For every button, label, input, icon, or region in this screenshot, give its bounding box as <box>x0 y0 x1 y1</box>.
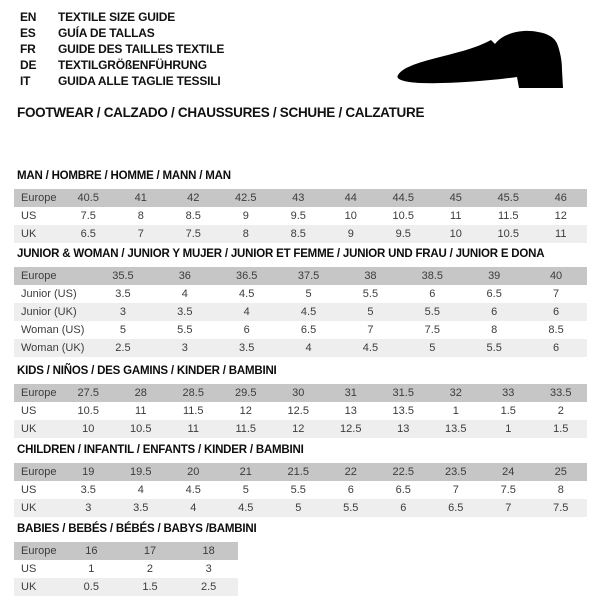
size-cell: 4 <box>181 288 188 300</box>
size-cell: 8.5 <box>185 210 201 222</box>
size-cell: 6 <box>553 342 560 354</box>
row-label: UK <box>21 228 37 240</box>
size-cell: 12.5 <box>287 405 309 417</box>
language-row-fr <box>20 41 224 57</box>
table-row <box>14 207 587 225</box>
language-code: DE <box>20 58 37 72</box>
size-cell: 41 <box>134 192 147 204</box>
table-row <box>14 481 587 499</box>
size-cell: 19 <box>82 466 95 478</box>
size-cell: 5 <box>119 324 126 336</box>
size-cell: 33.5 <box>550 387 572 399</box>
row-label: Europe <box>21 270 57 282</box>
size-cell: 6.5 <box>486 288 502 300</box>
size-cell: 33 <box>502 387 515 399</box>
language-code: IT <box>20 74 31 88</box>
table-row <box>14 339 587 357</box>
size-cell: 7 <box>452 484 459 496</box>
size-cell: 2.5 <box>201 581 217 593</box>
size-cell: 46 <box>554 192 567 204</box>
size-cell: 7.5 <box>185 228 201 240</box>
size-cell: 1.5 <box>553 423 569 435</box>
size-cell: 3.5 <box>177 306 193 318</box>
size-cell: 12 <box>239 405 252 417</box>
language-row-en <box>20 9 224 25</box>
size-cell: 8 <box>137 210 144 222</box>
size-cell: 6.5 <box>448 502 464 514</box>
table-row <box>14 321 587 339</box>
size-cell: 40.5 <box>77 192 99 204</box>
size-cell: 4 <box>305 342 312 354</box>
section-title: JUNIOR & WOMAN / JUNIOR Y MUJER / JUNIOR ET FEMME / JUNIOR UND FRAU / JUNIOR E DONA <box>17 248 545 260</box>
size-cell: 10 <box>82 423 95 435</box>
size-cell: 3.5 <box>80 484 96 496</box>
size-table-kids <box>14 384 587 438</box>
size-cell: 38 <box>364 270 377 282</box>
size-cell: 16 <box>85 545 98 557</box>
size-cell: 4.5 <box>239 288 255 300</box>
size-cell: 6 <box>553 306 560 318</box>
size-cell: 7 <box>505 502 512 514</box>
size-cell: 24 <box>502 466 515 478</box>
size-cell: 22 <box>344 466 357 478</box>
size-cell: 5 <box>305 288 312 300</box>
section-junior-woman <box>14 248 587 357</box>
size-cell: 13.5 <box>392 405 414 417</box>
row-label: US <box>21 484 37 496</box>
section-title: BABIES / BEBÉS / BÉBÉS / BABYS /BAMBINI <box>17 523 257 535</box>
size-cell: 37.5 <box>297 270 320 282</box>
row-label: UK <box>21 502 37 514</box>
size-cell: 2 <box>557 405 564 417</box>
size-cell: 1.5 <box>500 405 516 417</box>
language-row-de <box>20 57 224 73</box>
size-cell: 4.5 <box>238 502 254 514</box>
size-cell: 7 <box>367 324 374 336</box>
size-cell: 1 <box>88 563 95 575</box>
table-row <box>14 384 587 402</box>
size-cell: 5.5 <box>177 324 193 336</box>
size-cell: 4 <box>243 306 250 318</box>
size-cell: 6 <box>429 288 436 300</box>
size-cell: 3.5 <box>239 342 255 354</box>
size-cell: 39 <box>488 270 501 282</box>
size-cell: 3 <box>85 502 92 514</box>
section-title: MAN / HOMBRE / HOMME / MANN / MAN <box>17 170 231 182</box>
size-cell: 10.5 <box>392 210 414 222</box>
size-cell: 44.5 <box>392 192 414 204</box>
size-cell: 4 <box>190 502 197 514</box>
size-cell: 3.5 <box>115 288 131 300</box>
size-cell: 9.5 <box>395 228 411 240</box>
size-cell: 12.5 <box>340 423 362 435</box>
size-cell: 18 <box>202 545 215 557</box>
size-cell: 11 <box>135 405 147 417</box>
size-cell: 45.5 <box>497 192 519 204</box>
size-cell: 30 <box>292 387 305 399</box>
size-cell: 4.5 <box>362 342 379 354</box>
size-cell: 7.5 <box>553 502 569 514</box>
size-cell: 43 <box>292 192 305 204</box>
size-cell: 1.5 <box>142 581 158 593</box>
section-title: CHILDREN / INFANTIL / ENFANTS / KINDER / BAMBINI <box>17 444 304 456</box>
size-cell: 8.5 <box>548 324 564 336</box>
size-cell: 40 <box>549 270 563 282</box>
row-label: Woman (US) <box>21 324 85 336</box>
size-cell: 8.5 <box>290 228 306 240</box>
language-row-es <box>20 25 224 41</box>
row-label: Europe <box>21 466 57 478</box>
size-cell: 11.5 <box>497 210 519 222</box>
size-cell: 7 <box>137 228 144 240</box>
size-cell: 3 <box>205 563 212 575</box>
size-cell: 10.5 <box>497 228 519 240</box>
size-cell: 2.5 <box>115 342 131 354</box>
size-cell: 6 <box>243 324 250 336</box>
size-cell: 21 <box>239 466 252 478</box>
row-label: Woman (UK) <box>21 342 85 354</box>
size-cell: 12 <box>292 423 305 435</box>
size-cell: 6.5 <box>395 484 411 496</box>
size-cell: 1 <box>505 423 512 435</box>
size-cell: 5.5 <box>424 306 440 318</box>
size-cell: 4 <box>137 484 144 496</box>
table-row <box>14 542 238 560</box>
size-cell: 36.5 <box>235 270 258 282</box>
table-row <box>14 578 238 596</box>
row-label: Junior (UK) <box>21 306 77 318</box>
row-label: Junior (US) <box>21 288 77 300</box>
table-row <box>14 499 587 517</box>
size-cell: 12 <box>554 210 567 222</box>
size-cell: 11 <box>555 228 567 240</box>
size-cell: 10.5 <box>77 405 99 417</box>
size-cell: 5 <box>295 502 302 514</box>
row-label: Europe <box>21 545 57 557</box>
size-cell: 13.5 <box>445 423 467 435</box>
size-cell: 36 <box>178 270 191 282</box>
size-cell: 27.5 <box>77 387 99 399</box>
size-cell: 31.5 <box>392 387 414 399</box>
section-kids <box>14 365 587 438</box>
size-cell: 8 <box>242 228 249 240</box>
size-cell: 0.5 <box>83 581 99 593</box>
size-cell: 38.5 <box>421 270 444 282</box>
language-title: TEXTILGRÖßENFÜHRUNG <box>58 58 207 72</box>
section-babies <box>14 523 257 596</box>
size-cell: 7.5 <box>424 324 440 336</box>
size-cell: 32 <box>449 387 462 399</box>
row-label: US <box>21 210 37 222</box>
size-cell: 5.5 <box>362 288 379 300</box>
table-row <box>14 303 587 321</box>
category-heading: FOOTWEAR / CALZADO / CHAUSSURES / SCHUHE / CALZATURE <box>17 105 425 120</box>
size-cell: 28.5 <box>182 387 204 399</box>
size-cell: 5.5 <box>343 502 359 514</box>
section-children <box>14 444 587 517</box>
dress-shoe-icon <box>392 28 574 94</box>
size-cell: 9 <box>347 228 354 240</box>
size-cell: 35.5 <box>112 270 134 282</box>
row-label: US <box>21 405 37 417</box>
table-row <box>14 189 587 207</box>
language-title: GUIDA ALLE TAGLIE TESSILI <box>58 74 221 88</box>
size-cell: 17 <box>143 545 157 557</box>
size-cell: 19.5 <box>130 466 152 478</box>
size-cell: 3 <box>119 306 126 318</box>
section-man <box>14 170 587 243</box>
size-cell: 7 <box>553 288 560 300</box>
size-cell: 42 <box>187 192 200 204</box>
size-cell: 9 <box>242 210 249 222</box>
table-row <box>14 420 587 438</box>
size-cell: 7.5 <box>80 210 96 222</box>
table-row <box>14 267 587 285</box>
size-cell: 21.5 <box>287 466 309 478</box>
size-cell: 3.5 <box>133 502 149 514</box>
language-code: FR <box>20 42 36 56</box>
size-cell: 20 <box>187 466 200 478</box>
row-label: Europe <box>21 192 57 204</box>
size-cell: 29.5 <box>235 387 257 399</box>
size-cell: 13 <box>344 405 357 417</box>
size-cell: 6 <box>491 306 498 318</box>
size-cell: 4.5 <box>300 306 317 318</box>
size-cell: 6.5 <box>80 228 96 240</box>
size-cell: 9.5 <box>290 210 306 222</box>
size-cell: 5 <box>367 306 374 318</box>
language-list <box>20 9 224 89</box>
size-cell: 13 <box>397 423 410 435</box>
size-cell: 22.5 <box>392 466 414 478</box>
row-label: UK <box>21 581 37 593</box>
size-cell: 10.5 <box>130 423 152 435</box>
row-label: Europe <box>21 387 57 399</box>
table-row <box>14 285 587 303</box>
size-cell: 7.5 <box>500 484 516 496</box>
size-table-junior-woman <box>14 267 587 357</box>
size-table-babies <box>14 542 238 596</box>
row-label: US <box>21 563 37 575</box>
table-row <box>14 225 587 243</box>
size-cell: 5.5 <box>290 484 306 496</box>
size-cell: 28 <box>134 387 147 399</box>
table-row <box>14 560 238 578</box>
size-cell: 31 <box>344 387 357 399</box>
size-cell: 23.5 <box>445 466 467 478</box>
language-title: TEXTILE SIZE GUIDE <box>58 10 176 24</box>
table-row <box>14 402 587 420</box>
size-cell: 11 <box>450 210 462 222</box>
size-cell: 10 <box>344 210 357 222</box>
size-table-man <box>14 189 587 243</box>
size-cell: 11.5 <box>235 423 257 435</box>
size-cell: 44 <box>344 192 357 204</box>
size-table-children <box>14 463 587 517</box>
size-cell: 8 <box>491 324 498 336</box>
language-title: GUÍA DE TALLAS <box>58 26 155 40</box>
row-label: UK <box>21 423 37 435</box>
size-cell: 5.5 <box>486 342 502 354</box>
size-cell: 5 <box>429 342 436 354</box>
size-cell: 3 <box>181 342 188 354</box>
size-cell: 10 <box>449 228 462 240</box>
size-cell: 25 <box>554 466 567 478</box>
size-cell: 11 <box>187 423 199 435</box>
table-row <box>14 463 587 481</box>
size-cell: 45 <box>449 192 462 204</box>
size-cell: 2 <box>146 563 154 575</box>
size-cell: 5 <box>242 484 249 496</box>
section-title: KIDS / NIÑOS / DES GAMINS / KINDER / BAMBINI <box>17 365 277 377</box>
language-title: GUIDE DES TAILLES TEXTILE <box>58 42 225 56</box>
size-cell: 6 <box>347 484 354 496</box>
size-cell: 42.5 <box>235 192 257 204</box>
size-cell: 6 <box>400 502 407 514</box>
size-cell: 11.5 <box>182 405 204 417</box>
size-cell: 8 <box>557 484 564 496</box>
language-code: ES <box>20 26 36 40</box>
language-row-it <box>20 73 224 89</box>
size-cell: 4.5 <box>185 484 201 496</box>
language-code: EN <box>20 10 37 24</box>
size-cell: 6.5 <box>300 324 317 336</box>
size-cell: 1 <box>452 405 459 417</box>
